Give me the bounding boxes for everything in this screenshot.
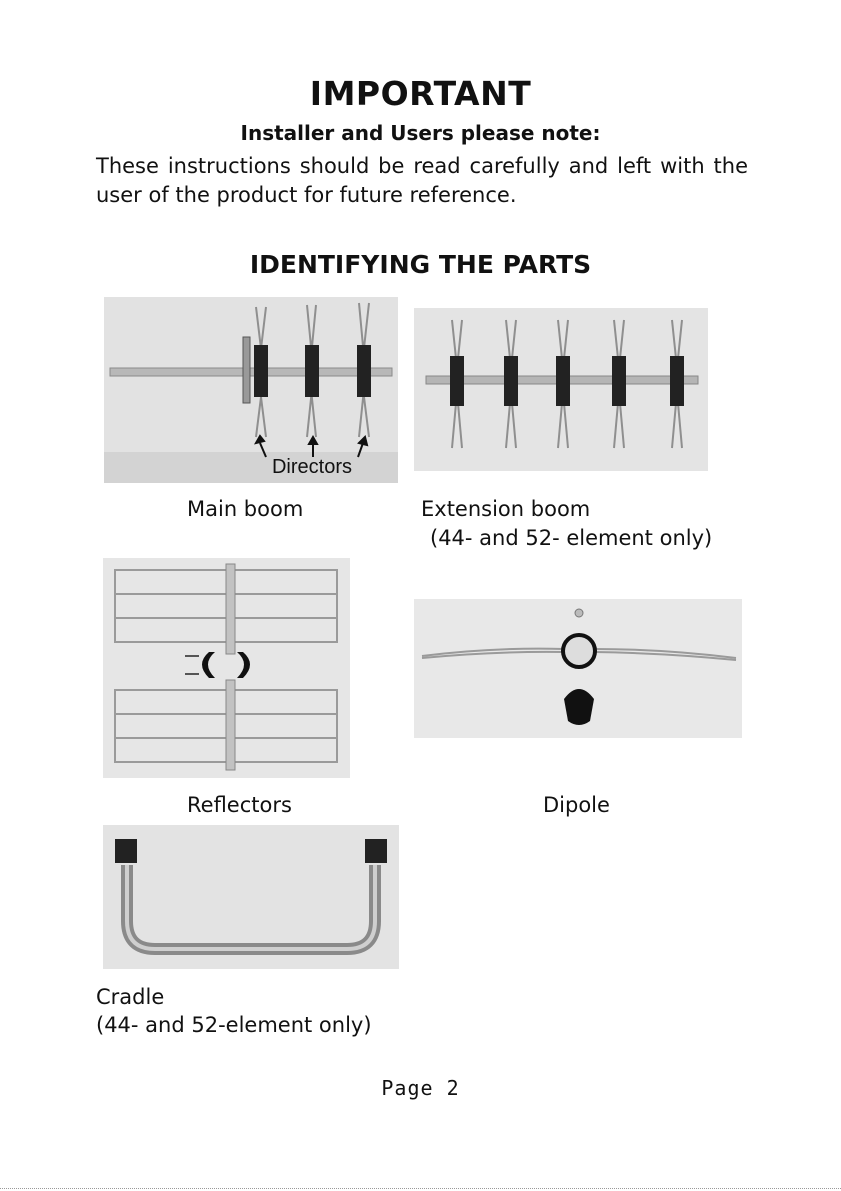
cradle-caption: Cradle — [96, 985, 165, 1009]
main-boom-photo — [104, 297, 398, 483]
main-boom-caption: Main boom — [187, 497, 304, 521]
dipole-caption: Dipole — [543, 793, 610, 817]
reflectors-caption: Reflectors — [187, 793, 292, 817]
extension-boom-note: (44- and 52- element only) — [430, 526, 713, 550]
page-subtitle: Installer and Users please note: — [240, 121, 601, 145]
page-number: Page 2 — [381, 1076, 460, 1100]
dipole-photo — [414, 599, 742, 738]
directors-label: Directors — [271, 456, 353, 478]
intro-paragraph: These instructions should be read carefully and left with the user of the product for future reference. — [96, 154, 748, 207]
page-title: IMPORTANT — [309, 74, 532, 113]
cradle-photo — [103, 825, 399, 969]
section-title: IDENTIFYING THE PARTS — [249, 250, 592, 279]
page-border — [0, 1188, 841, 1189]
cradle-note: (44- and 52-element only) — [96, 1013, 372, 1037]
extension-boom-photo — [414, 308, 708, 471]
reflectors-photo — [103, 558, 350, 778]
extension-boom-caption: Extension boom — [421, 497, 591, 521]
